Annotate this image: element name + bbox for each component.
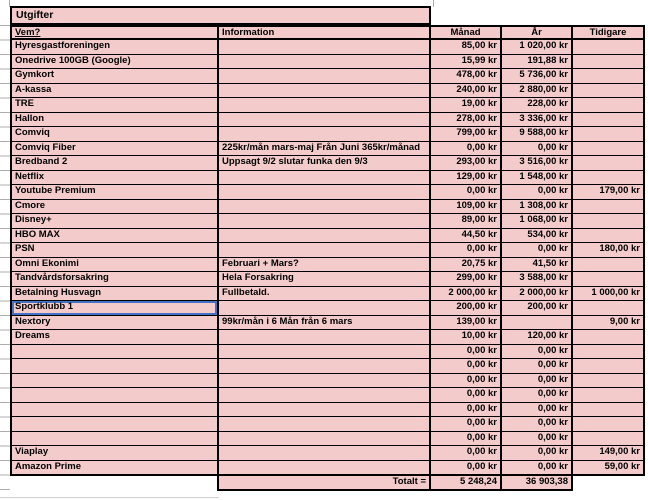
table-row: [12, 272, 645, 287]
cell-year[interactable]: 5 736,00 kr: [502, 69, 573, 83]
cell-info[interactable]: [219, 98, 431, 112]
table-row: [12, 156, 645, 171]
column-header-year[interactable]: År: [502, 27, 573, 38]
cell-info[interactable]: [219, 345, 431, 359]
cell-previous[interactable]: [573, 272, 645, 286]
cell-month[interactable]: 240,00 kr: [431, 84, 502, 98]
cell-month[interactable]: 200,00 kr: [431, 301, 502, 315]
cell-who[interactable]: A-kassa: [12, 84, 219, 98]
cell-previous[interactable]: 149,00 kr: [573, 446, 645, 460]
cell-who[interactable]: [12, 359, 219, 373]
table-row: [12, 84, 645, 99]
cell-previous[interactable]: [573, 388, 645, 402]
cell-previous[interactable]: [573, 258, 645, 272]
table-row: [12, 200, 645, 215]
cell-info[interactable]: [219, 127, 431, 141]
cell-year[interactable]: 1 548,00 kr: [502, 171, 573, 185]
table-row: [12, 98, 645, 113]
cell-month[interactable]: 478,00 kr: [431, 69, 502, 83]
cell-who[interactable]: Hallon: [12, 113, 219, 127]
cell-info[interactable]: [219, 417, 431, 431]
cell-month[interactable]: 15,99 kr: [431, 55, 502, 69]
selected-cell[interactable]: Sportklubb 1: [12, 301, 219, 315]
totals-row: [10, 476, 645, 491]
cell-info[interactable]: Februari + Mars?: [219, 258, 431, 272]
table-row: [12, 185, 645, 200]
sheet-title-cell[interactable]: Utgifter: [10, 6, 431, 25]
row-gridline-gutter: [0, 25, 10, 491]
table-row: [12, 171, 645, 186]
cell-info[interactable]: [219, 84, 431, 98]
cell-previous[interactable]: [573, 432, 645, 446]
table-row: [12, 359, 645, 374]
cell-month[interactable]: 0,00 kr: [431, 185, 502, 199]
cell-year[interactable]: 0,00 kr: [502, 446, 573, 460]
cell-who[interactable]: [12, 417, 219, 431]
cell-who[interactable]: Netflix: [12, 171, 219, 185]
cell-who[interactable]: HBO MAX: [12, 229, 219, 243]
cell-who[interactable]: Tandvårdsforsakring: [12, 272, 219, 286]
cell-who[interactable]: Gymkort: [12, 69, 219, 83]
cell-info[interactable]: [219, 374, 431, 388]
cell-who[interactable]: [12, 345, 219, 359]
table-row: [12, 417, 645, 432]
cell-year[interactable]: 0,00 kr: [502, 374, 573, 388]
cell-who[interactable]: Omni Ekonimi: [12, 258, 219, 272]
cell-previous[interactable]: [573, 127, 645, 141]
cell-month[interactable]: 0,00 kr: [431, 403, 502, 417]
cell-previous[interactable]: [573, 214, 645, 228]
cell-info[interactable]: Fullbetald.: [219, 287, 431, 301]
column-header-month[interactable]: Månad: [431, 27, 502, 38]
cell-info[interactable]: [219, 185, 431, 199]
table-row: [12, 388, 645, 403]
cell-previous[interactable]: [573, 345, 645, 359]
cell-month[interactable]: 799,00 kr: [431, 127, 502, 141]
cell-previous[interactable]: 59,00 kr: [573, 461, 645, 474]
cell-year[interactable]: 0,00 kr: [502, 359, 573, 373]
cell-info[interactable]: [219, 243, 431, 257]
cell-year[interactable]: 2 000,00 kr: [502, 287, 573, 301]
table-row: [12, 142, 645, 157]
cell-month[interactable]: 10,00 kr: [431, 330, 502, 344]
cell-month[interactable]: 129,00 kr: [431, 171, 502, 185]
cell-previous[interactable]: [573, 301, 645, 315]
cell-who[interactable]: Bredband 2: [12, 156, 219, 170]
cell-year[interactable]: 191,88 kr: [502, 55, 573, 69]
totals-month-cell[interactable]: 5 248,24: [431, 476, 502, 491]
cell-previous[interactable]: [573, 55, 645, 69]
cell-month[interactable]: 20,75 kr: [431, 258, 502, 272]
table-row: [12, 403, 645, 418]
expenses-spreadsheet: [10, 6, 645, 491]
cell-info[interactable]: [219, 214, 431, 228]
cell-month[interactable]: 19,00 kr: [431, 98, 502, 112]
cell-year[interactable]: 3 588,00 kr: [502, 272, 573, 286]
cell-year[interactable]: 0,00 kr: [502, 417, 573, 431]
cell-month[interactable]: 0,00 kr: [431, 142, 502, 156]
cell-previous[interactable]: [573, 113, 645, 127]
cell-info[interactable]: [219, 301, 431, 315]
cell-info[interactable]: [219, 359, 431, 373]
gridline-segment: [0, 497, 219, 498]
table-row: [12, 127, 645, 142]
table-rows: [10, 40, 645, 476]
cell-info[interactable]: [219, 446, 431, 460]
cell-year[interactable]: 9 588,00 kr: [502, 127, 573, 141]
cell-year[interactable]: 534,00 kr: [502, 229, 573, 243]
totals-label-cell[interactable]: Totalt =: [217, 476, 431, 491]
table-row: [12, 301, 645, 316]
cell-year[interactable]: 3 336,00 kr: [502, 113, 573, 127]
cell-info[interactable]: Uppsagt 9/2 slutar funka den 9/3: [219, 156, 431, 170]
cell-info[interactable]: Hela Forsakring: [219, 272, 431, 286]
cell-month[interactable]: 0,00 kr: [431, 417, 502, 431]
cell-info[interactable]: [219, 229, 431, 243]
cell-month[interactable]: 0,00 kr: [431, 461, 502, 474]
table-row: [12, 113, 645, 128]
cell-month[interactable]: 0,00 kr: [431, 388, 502, 402]
cell-previous[interactable]: [573, 200, 645, 214]
cell-info[interactable]: 99kr/mån i 6 Mån från 6 mars: [219, 316, 431, 330]
table-header-row: [10, 25, 645, 40]
table-row: [12, 461, 645, 476]
cell-year[interactable]: 0,00 kr: [502, 243, 573, 257]
cell-who[interactable]: [12, 403, 219, 417]
cell-month[interactable]: 278,00 kr: [431, 113, 502, 127]
column-header-who[interactable]: Vem?: [12, 27, 219, 38]
table-row: [12, 330, 645, 345]
cell-previous[interactable]: [573, 403, 645, 417]
cell-previous[interactable]: [573, 417, 645, 431]
totals-year-cell[interactable]: 36 903,38: [502, 476, 573, 491]
cell-info[interactable]: [219, 69, 431, 83]
cell-previous[interactable]: [573, 84, 645, 98]
totals-row-spacer: [10, 476, 217, 491]
cell-year[interactable]: 0,00 kr: [502, 432, 573, 446]
cell-month[interactable]: 0,00 kr: [431, 374, 502, 388]
cell-month[interactable]: 85,00 kr: [431, 40, 502, 54]
table-row: [12, 55, 645, 70]
cell-info[interactable]: [219, 330, 431, 344]
cell-info[interactable]: [219, 40, 431, 54]
cell-month[interactable]: 139,00 kr: [431, 316, 502, 330]
cell-info[interactable]: [219, 461, 431, 474]
cell-previous[interactable]: [573, 374, 645, 388]
cell-info[interactable]: [219, 55, 431, 69]
cell-previous[interactable]: [573, 171, 645, 185]
cell-year[interactable]: 0,00 kr: [502, 185, 573, 199]
cell-previous[interactable]: [573, 359, 645, 373]
cell-who[interactable]: Viaplay: [12, 446, 219, 460]
cell-month[interactable]: 44,50 kr: [431, 229, 502, 243]
table-row: [12, 69, 645, 84]
cell-info[interactable]: [219, 432, 431, 446]
cell-month[interactable]: 299,00 kr: [431, 272, 502, 286]
cell-year[interactable]: 2 880,00 kr: [502, 84, 573, 98]
table-row: [12, 229, 645, 244]
cell-who[interactable]: Betalning Husvagn: [12, 287, 219, 301]
cell-who[interactable]: Dreams: [12, 330, 219, 344]
table-row: [12, 432, 645, 447]
cell-year[interactable]: 1 020,00 kr: [502, 40, 573, 54]
cell-info[interactable]: [219, 388, 431, 402]
cell-year[interactable]: 120,00 kr: [502, 330, 573, 344]
cell-who[interactable]: [12, 388, 219, 402]
cell-info[interactable]: [219, 403, 431, 417]
cell-previous[interactable]: [573, 40, 645, 54]
table-row: [12, 316, 645, 331]
cell-month[interactable]: 293,00 kr: [431, 156, 502, 170]
cell-previous[interactable]: 9,00 kr: [573, 316, 645, 330]
table-row: [12, 446, 645, 461]
cell-year[interactable]: [502, 316, 573, 330]
cell-previous[interactable]: [573, 98, 645, 112]
table-row: [12, 345, 645, 360]
cell-previous[interactable]: [573, 330, 645, 344]
cell-info[interactable]: [219, 200, 431, 214]
cell-year[interactable]: 41,50 kr: [502, 258, 573, 272]
cell-who[interactable]: [12, 432, 219, 446]
cell-year[interactable]: 0,00 kr: [502, 345, 573, 359]
cell-month[interactable]: 0,00 kr: [431, 432, 502, 446]
cell-year[interactable]: 3 516,00 kr: [502, 156, 573, 170]
column-header-info[interactable]: Information: [219, 27, 431, 38]
cell-month[interactable]: 0,00 kr: [431, 243, 502, 257]
cell-info[interactable]: 225kr/mån mars-maj Från Juni 365kr/månad: [219, 142, 431, 156]
cell-previous[interactable]: [573, 156, 645, 170]
cell-previous[interactable]: [573, 229, 645, 243]
cell-who[interactable]: Amazon Prime: [12, 461, 219, 474]
table-row: [12, 374, 645, 389]
cell-year[interactable]: 1 308,00 kr: [502, 200, 573, 214]
cell-month[interactable]: 89,00 kr: [431, 214, 502, 228]
cell-year[interactable]: 1 068,00 kr: [502, 214, 573, 228]
cell-month[interactable]: 2 000,00 kr: [431, 287, 502, 301]
cell-year[interactable]: 0,00 kr: [502, 461, 573, 474]
table-row: [12, 243, 645, 258]
cell-who[interactable]: Onedrive 100GB (Google): [12, 55, 219, 69]
column-header-previous[interactable]: Tidigare: [573, 27, 645, 38]
cell-month[interactable]: 109,00 kr: [431, 200, 502, 214]
cell-previous[interactable]: [573, 142, 645, 156]
cell-previous[interactable]: [573, 69, 645, 83]
cell-who[interactable]: PSN: [12, 243, 219, 257]
cell-who[interactable]: Disney+: [12, 214, 219, 228]
cell-year[interactable]: 0,00 kr: [502, 403, 573, 417]
cell-month[interactable]: 0,00 kr: [431, 345, 502, 359]
cell-previous[interactable]: 180,00 kr: [573, 243, 645, 257]
cell-who[interactable]: Cmore: [12, 200, 219, 214]
cell-who[interactable]: TRE: [12, 98, 219, 112]
cell-year[interactable]: 0,00 kr: [502, 142, 573, 156]
table-row: [12, 258, 645, 273]
cell-previous[interactable]: 179,00 kr: [573, 185, 645, 199]
cell-previous[interactable]: 1 000,00 kr: [573, 287, 645, 301]
cell-who[interactable]: Hyresgastforeningen: [12, 40, 219, 54]
cell-year[interactable]: 228,00 kr: [502, 98, 573, 112]
cell-month[interactable]: 0,00 kr: [431, 446, 502, 460]
cell-who[interactable]: Youtube Premium: [12, 185, 219, 199]
table-row: [12, 40, 645, 55]
cell-who[interactable]: [12, 374, 219, 388]
cell-who[interactable]: Comviq Fiber: [12, 142, 219, 156]
cell-info[interactable]: [219, 171, 431, 185]
cell-month[interactable]: 0,00 kr: [431, 359, 502, 373]
cell-year[interactable]: 0,00 kr: [502, 388, 573, 402]
cell-year[interactable]: 200,00 kr: [502, 301, 573, 315]
cell-who[interactable]: Nextory: [12, 316, 219, 330]
cell-who[interactable]: Comviq: [12, 127, 219, 141]
cell-info[interactable]: [219, 113, 431, 127]
table-row: [12, 214, 645, 229]
table-row: [12, 287, 645, 302]
